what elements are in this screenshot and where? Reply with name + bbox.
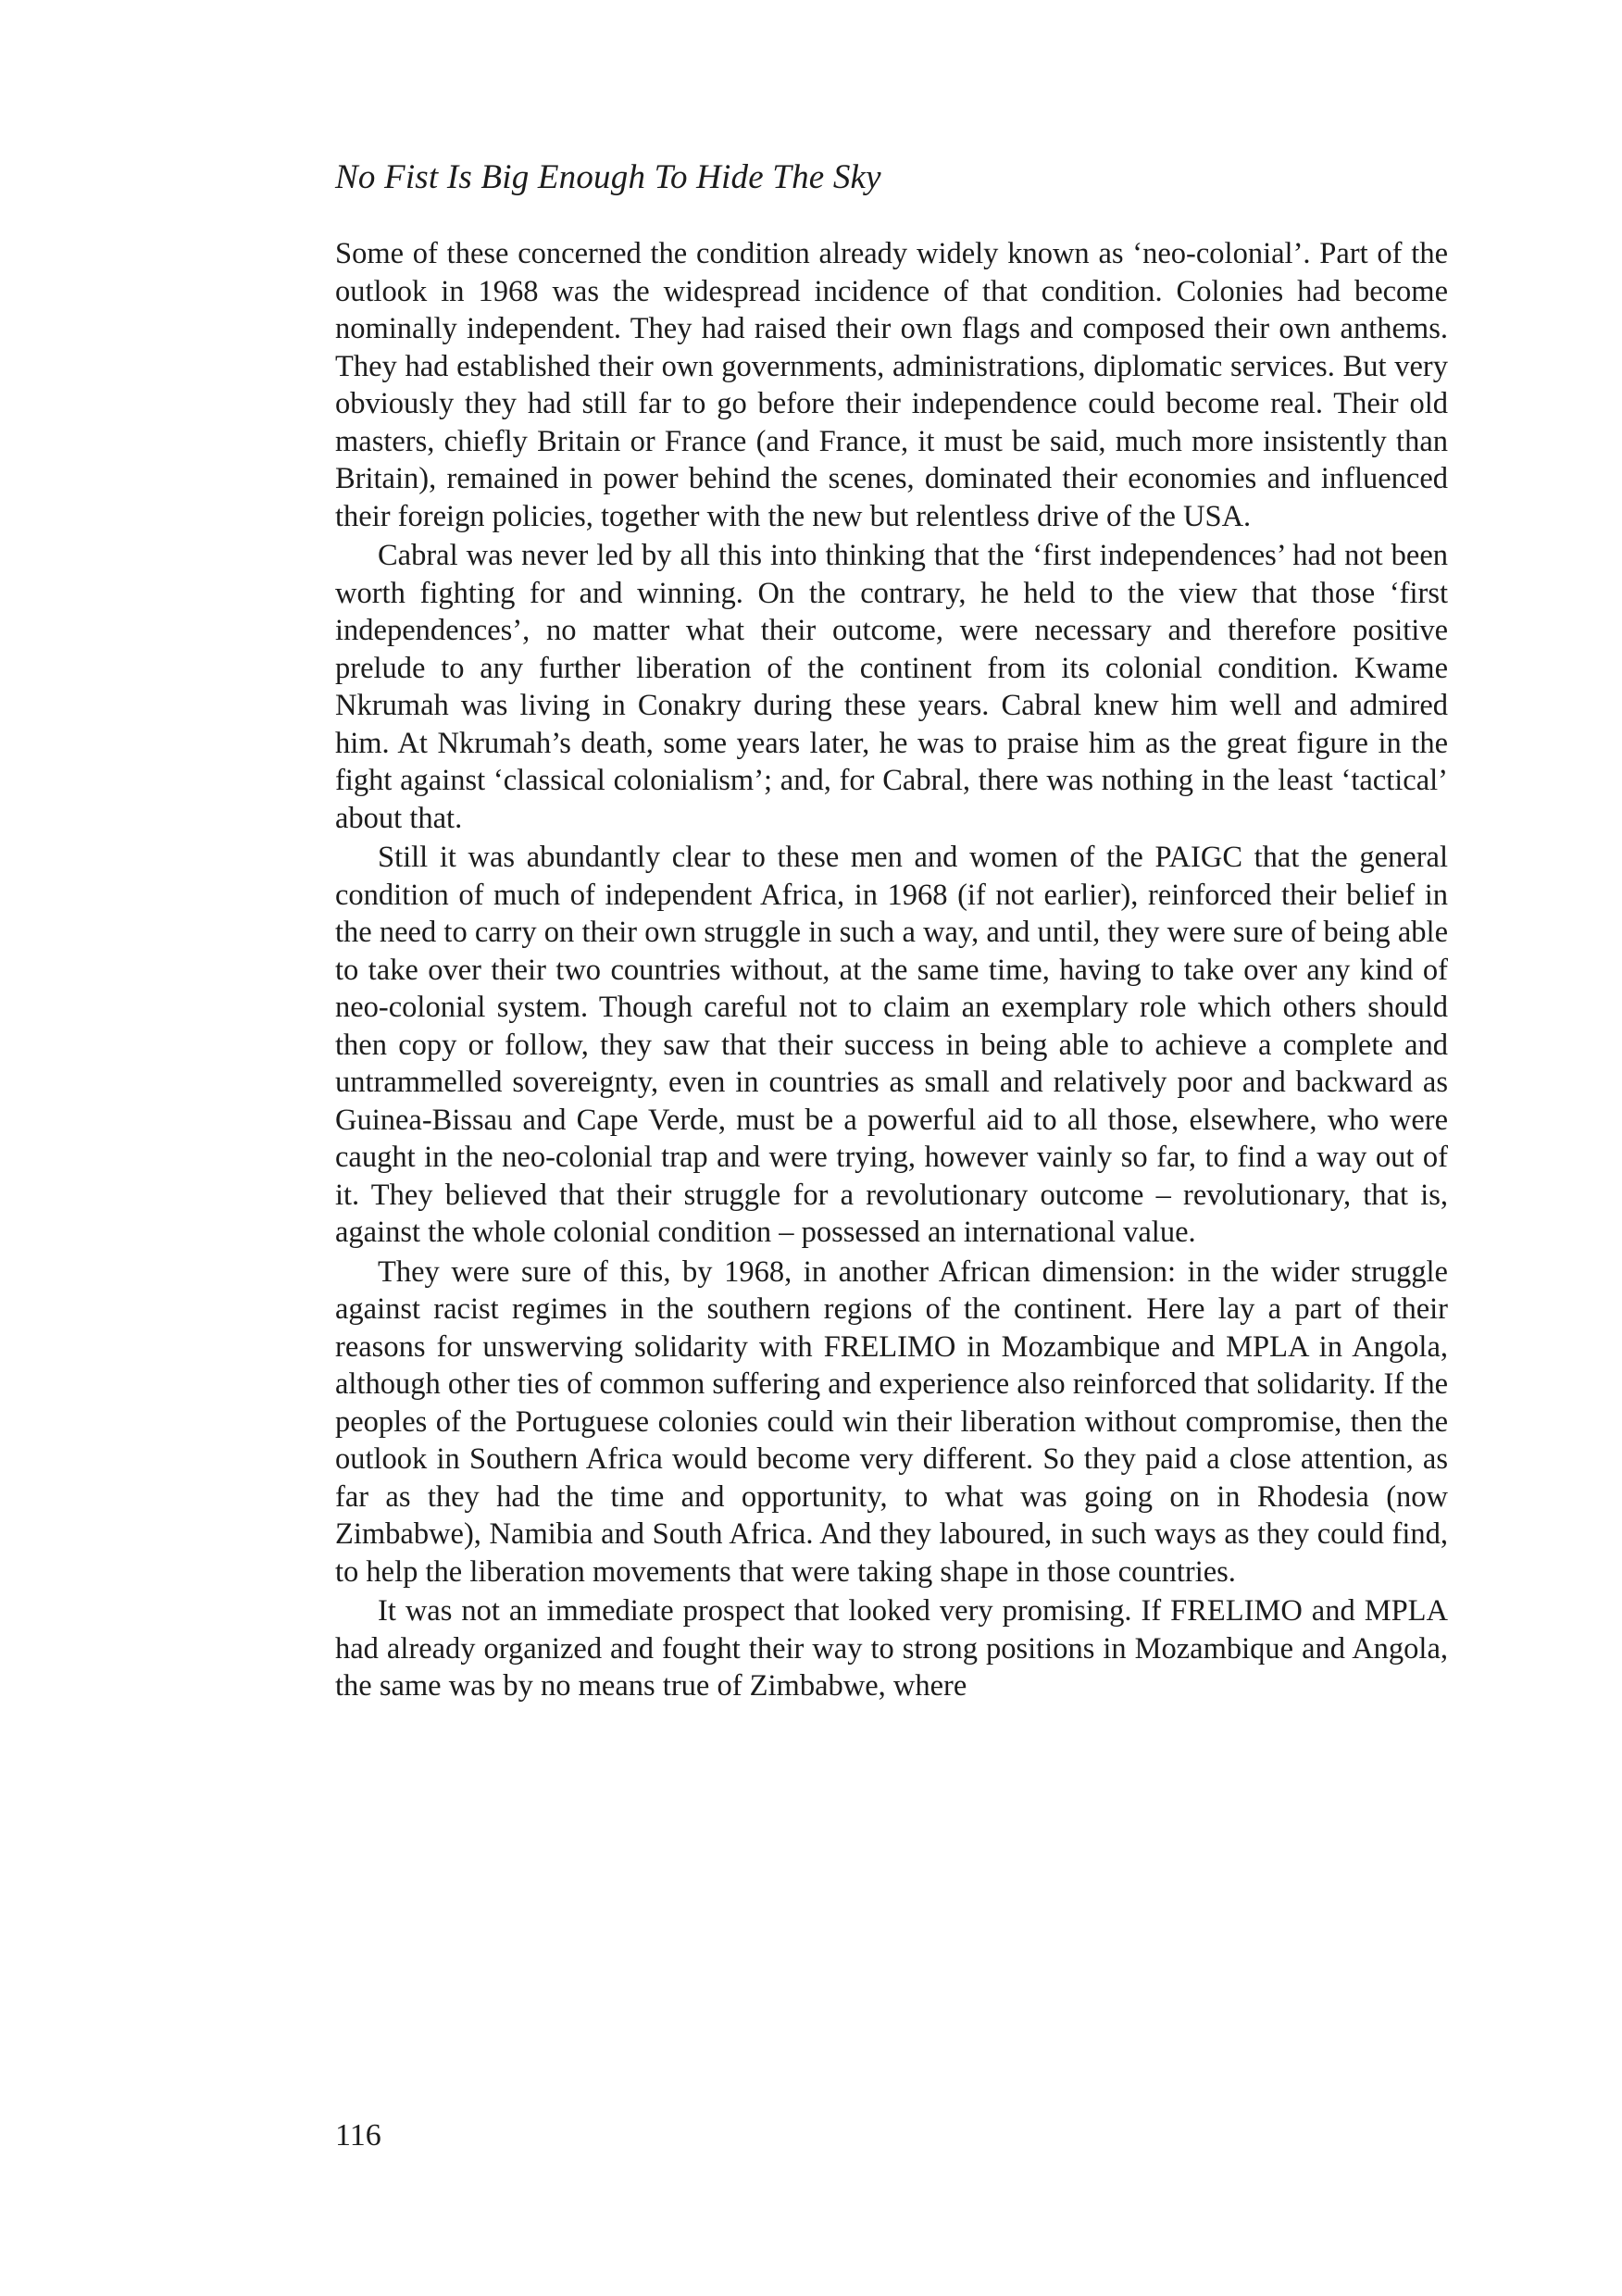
paragraph: Cabral was never led by all this into thinking that the ‘first independences’ had not been worth fighting for and winning. On the contrary, he held to the view that those ‘first independences’, no matter what their outcome, were necessary and therefore positive prelude to any further liberation of the continent from its colonial condition. Kwame Nkrumah was living in Conakry during these years. Cabral knew him well and admired him. At Nkrumah’s death, some years later, he was to praise him as the great figure in the fight against ‘classical colonialism’; and, for Cabral, there was nothing in the least ‘tactical’ about that. bbox=[335, 539, 1448, 835]
running-head: No Fist Is Big Enough To Hide The Sky bbox=[335, 158, 881, 196]
body-text bbox=[335, 235, 1448, 1705]
paragraph: It was not an immediate prospect that looked very promising. If FRELIMO and MPLA had already organized and fought their way to strong positions in Mozambique and Angola, the same was by no means true of Zimbabwe, where bbox=[335, 1594, 1448, 1703]
paragraph: Some of these concerned the condition already widely known as ‘neo-colonial’. Part of the outlook in 1968 was the widespread incidence of that condition. Colonies had become nominally independent. They had raised their own flags and composed their own anthems. They had established their own governments, administrations, diplomatic services. But very obviously they had still far to go before their independence could become real. Their old masters, chiefly Britain or France (and France, it must be said, much more insistently than Britain), remained in power behind the scenes, dominated their economies and influenced their foreign policies, together with the new but relentless drive of the USA. bbox=[335, 237, 1448, 533]
paragraph: They were sure of this, by 1968, in another African dimension: in the wider struggle against racist regimes in the southern regions of the continent. Here lay a part of their reasons for unswerving solidarity with FRELIMO in Mozambique and MPLA in Angola, although other ties of common suffering and experience also reinforced that solidarity. If the peoples of the Portuguese colonies could win their liberation without compromise, then the outlook in Southern Africa would become very different. So they paid a close attention, as far as they had the time and opportunity, to what was going on in Rhodesia (now Zimbabwe), Namibia and South Africa. And they laboured, in such ways as they could find, to help the liberation movements that were taking shape in those countries. bbox=[335, 1254, 1448, 1589]
paragraph: Still it was abundantly clear to these men and women of the PAIGC that the general condition of much of independent Africa, in 1968 (if not earlier), reinforced their belief in the need to carry on their own struggle in such a way, and until, they were sure of being able to take over their two countries without, at the same time, having to take over any kind of neo-colonial system. Though careful not to claim an exemplary role which others should then copy or follow, they saw that their success in being able to achieve a complete and untrammelled sovereignty, even in countries as small and relatively poor and backward as Guinea-Bissau and Cape Verde, must be a powerful aid to all those, elsewhere, who were caught in the neo-colonial trap and were trying, however vainly so far, to find a way out of it. They believed that their struggle for a revolutionary outcome – revolutionary, that is, against the whole colonial condition – possessed an international value. bbox=[335, 841, 1448, 1249]
page-number: 116 bbox=[335, 2118, 381, 2152]
